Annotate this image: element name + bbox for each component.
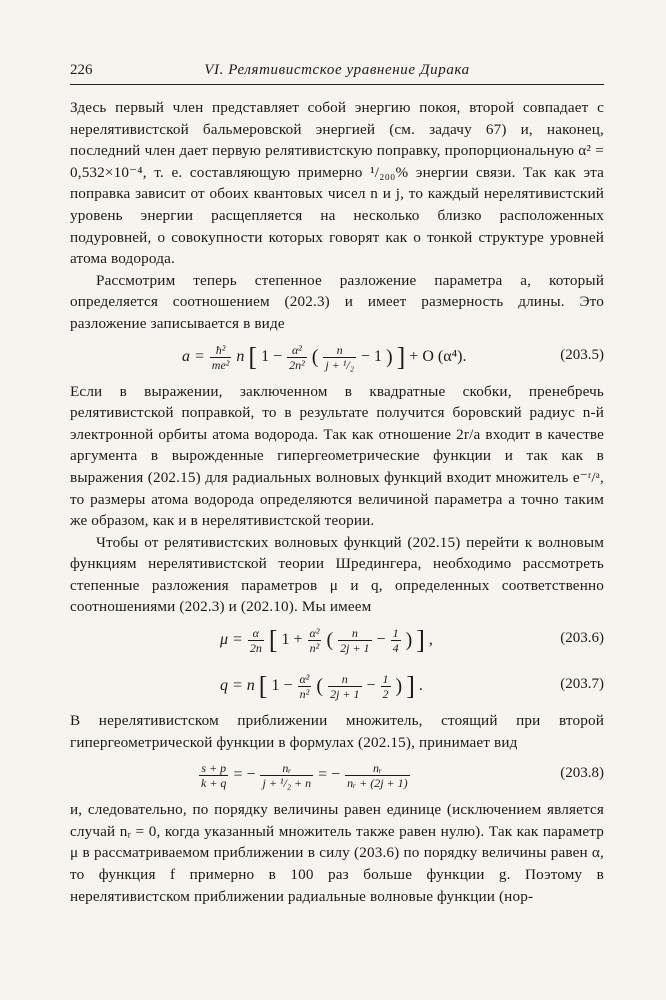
eq4-r-num: nᵣ <box>345 761 409 776</box>
eq2-paren-open: ( <box>326 629 334 652</box>
eq1-f-den: j + ¹/₂ <box>325 357 354 372</box>
page-header <box>70 58 604 85</box>
equation-203-5-body <box>182 343 467 372</box>
paragraph-3: Если в выражении, заключенном в квадратные скобки, пренебречь релятивистской поправкой, то в результате получится боровский радиус n-й электронной орбиты атома водорода. Так как отношение 2r/a входит в качестве аргумента в вырожденные гипергеометрические функции и так как в выражения (202.15) для радиальных волновых функций входит множитель e⁻ʳ/ᵃ, то размеры атома водорода определяются величиной параметра a точно таким же образом, как и в нерелятивистской теории. <box>70 382 604 530</box>
eq3-half-frac <box>381 672 391 701</box>
eq4-r-den: nᵣ + (2j + 1) <box>347 776 408 791</box>
eq2-paren-close: ) <box>405 629 413 652</box>
paragraph-2: Рассмотрим теперь степенное разложение параметра a, который определяется соотношением (202.3) и имеет размерность длины. Это разложение записывается в виде <box>70 271 604 332</box>
eq2-pre-num: α <box>248 626 264 641</box>
eq3-lhs: q = n <box>220 677 255 695</box>
eq4-l-den: k + q <box>201 776 227 791</box>
equation-203-6-body <box>220 626 433 655</box>
eq3-a-den: n² <box>299 687 310 702</box>
eq2-one-plus: 1 + <box>281 631 303 649</box>
eq4-m-num: nᵣ <box>260 761 313 776</box>
eq3-minus: − <box>366 677 376 695</box>
eq2-tail: , <box>428 631 433 649</box>
eq3-alpha-frac <box>298 672 312 701</box>
eq3-bracket-open: [ <box>258 671 268 701</box>
eq1-mid: n <box>236 347 245 365</box>
equation-label-203-8: (203.8) <box>560 765 604 782</box>
eq2-q-num: 1 <box>392 626 399 641</box>
eq2-alpha-frac <box>308 626 322 655</box>
equation-203-5 <box>70 335 604 381</box>
eq2-lhs: μ = <box>220 631 243 649</box>
equation-label-203-6: (203.6) <box>560 630 604 647</box>
eq1-pre-num: ħ² <box>210 343 232 358</box>
eq4-equals-1: = − <box>233 766 256 784</box>
eq2-f-num: n <box>338 626 371 641</box>
eq1-one-minus: 1 − <box>261 347 283 365</box>
equation-203-8 <box>70 753 604 799</box>
eq1-prefactor <box>210 343 232 372</box>
eq1-a-num: α² <box>287 343 307 358</box>
eq1-f-num: n <box>323 343 356 358</box>
running-title: VI. Релятивистское уравнение Дирака <box>204 62 470 78</box>
equation-203-8-body <box>198 761 411 790</box>
eq2-minus: − <box>376 631 386 649</box>
paragraph-6: и, следовательно, по порядку величины равен единице (исключением является случай nᵣ = 0, когда указанный множитель также равен нулю). Так как параметр μ в рассматриваемом приближении в силу (203.6) по порядку величины равен α, то функция f примерно в 100 раз больше функции g. Поэтому в нерелятивистском приближении радиальные волновые функции (нор- <box>70 801 604 905</box>
eq1-lhs: a = <box>182 347 205 365</box>
eq4-right-frac <box>345 761 409 790</box>
eq2-bracket-open: [ <box>268 625 278 655</box>
eq2-q-den: 4 <box>392 641 399 656</box>
eq2-pre-den: 2n <box>249 641 262 656</box>
eq1-bracket-close: ] <box>396 342 406 372</box>
eq3-a-num: α² <box>299 672 310 687</box>
eq1-minus-one: − 1 <box>360 347 382 365</box>
eq4-l-num: s + p <box>199 761 228 776</box>
eq3-paren-close: ) <box>395 675 403 698</box>
eq1-paren-open: ( <box>311 345 319 368</box>
eq2-bracket-close: ] <box>416 625 425 655</box>
eq2-a-num: α² <box>309 626 320 641</box>
equation-label-203-5: (203.5) <box>560 346 604 363</box>
book-page <box>70 58 604 907</box>
eq3-h-den: 2 <box>382 687 389 702</box>
eq1-tail: + O (α⁴). <box>409 347 467 365</box>
eq2-f-den: 2j + 1 <box>340 641 370 656</box>
eq4-m-den: j + ¹/₂ + n <box>262 776 312 791</box>
paragraph-4: Чтобы от релятивистских волновых функций (202.15) перейти к волновым функциям нерелятивистской теории Шредингера, необходимо рассмотреть степенные разложения параметров μ и q, определенных соответственно соотношениями (202.3) и (202.10). Мы имеем <box>70 533 604 616</box>
equation-label-203-7: (203.7) <box>560 676 604 693</box>
eq3-h-num: 1 <box>382 672 389 687</box>
eq3-paren-open: ( <box>316 675 324 698</box>
equation-203-6 <box>70 618 604 664</box>
paragraph-5: В нерелятивистском приближении множитель, стоящий при второй гипергеометрической функции в формулах (202.15), принимает вид <box>70 712 604 751</box>
eq3-f-num: n <box>328 672 361 687</box>
eq3-n-frac <box>328 672 361 701</box>
eq2-quarter-frac <box>391 626 401 655</box>
eq1-bracket-open: [ <box>248 342 258 372</box>
eq3-f-den: 2j + 1 <box>330 687 360 702</box>
eq1-pre-den: me² <box>211 357 230 372</box>
eq1-alpha-frac <box>287 343 307 372</box>
page-number: 226 <box>70 62 93 78</box>
paragraph-1: Здесь первый член представляет собой энергию покоя, второй совпадает с нерелятивистской бальмеровской энергией (см. задачу 67) и, наконец, последний член дает первую релятивистскую поправку, пропорциональную α² = 0,532×10⁻⁴, т. е. составляющую примерно ¹/₂₀₀% энергии связи. Так как эта поправка зависит от обоих квантовых чисел n и j, то каждый нерелятивистский уровень энергии расщепляется на несколько близко расположенных подуровней, о совокупности которых говорят как о тонкой структуре уровней атома водорода. <box>70 99 604 268</box>
eq3-tail: . <box>418 677 423 695</box>
equation-203-7-body <box>220 672 423 701</box>
eq2-prefactor <box>248 626 264 655</box>
eq1-paren-close: ) <box>385 345 393 368</box>
eq3-one-minus: 1 − <box>271 677 293 695</box>
eq2-a-den: n² <box>309 641 320 656</box>
eq2-n-frac <box>338 626 371 655</box>
equation-203-7 <box>70 664 604 710</box>
eq4-equals-2: = − <box>318 766 341 784</box>
eq4-middle-frac <box>260 761 313 790</box>
eq1-n-frac <box>323 343 356 372</box>
eq3-bracket-close: ] <box>406 671 415 701</box>
eq1-a-den: 2n² <box>289 357 305 372</box>
eq4-left-frac <box>199 761 228 790</box>
